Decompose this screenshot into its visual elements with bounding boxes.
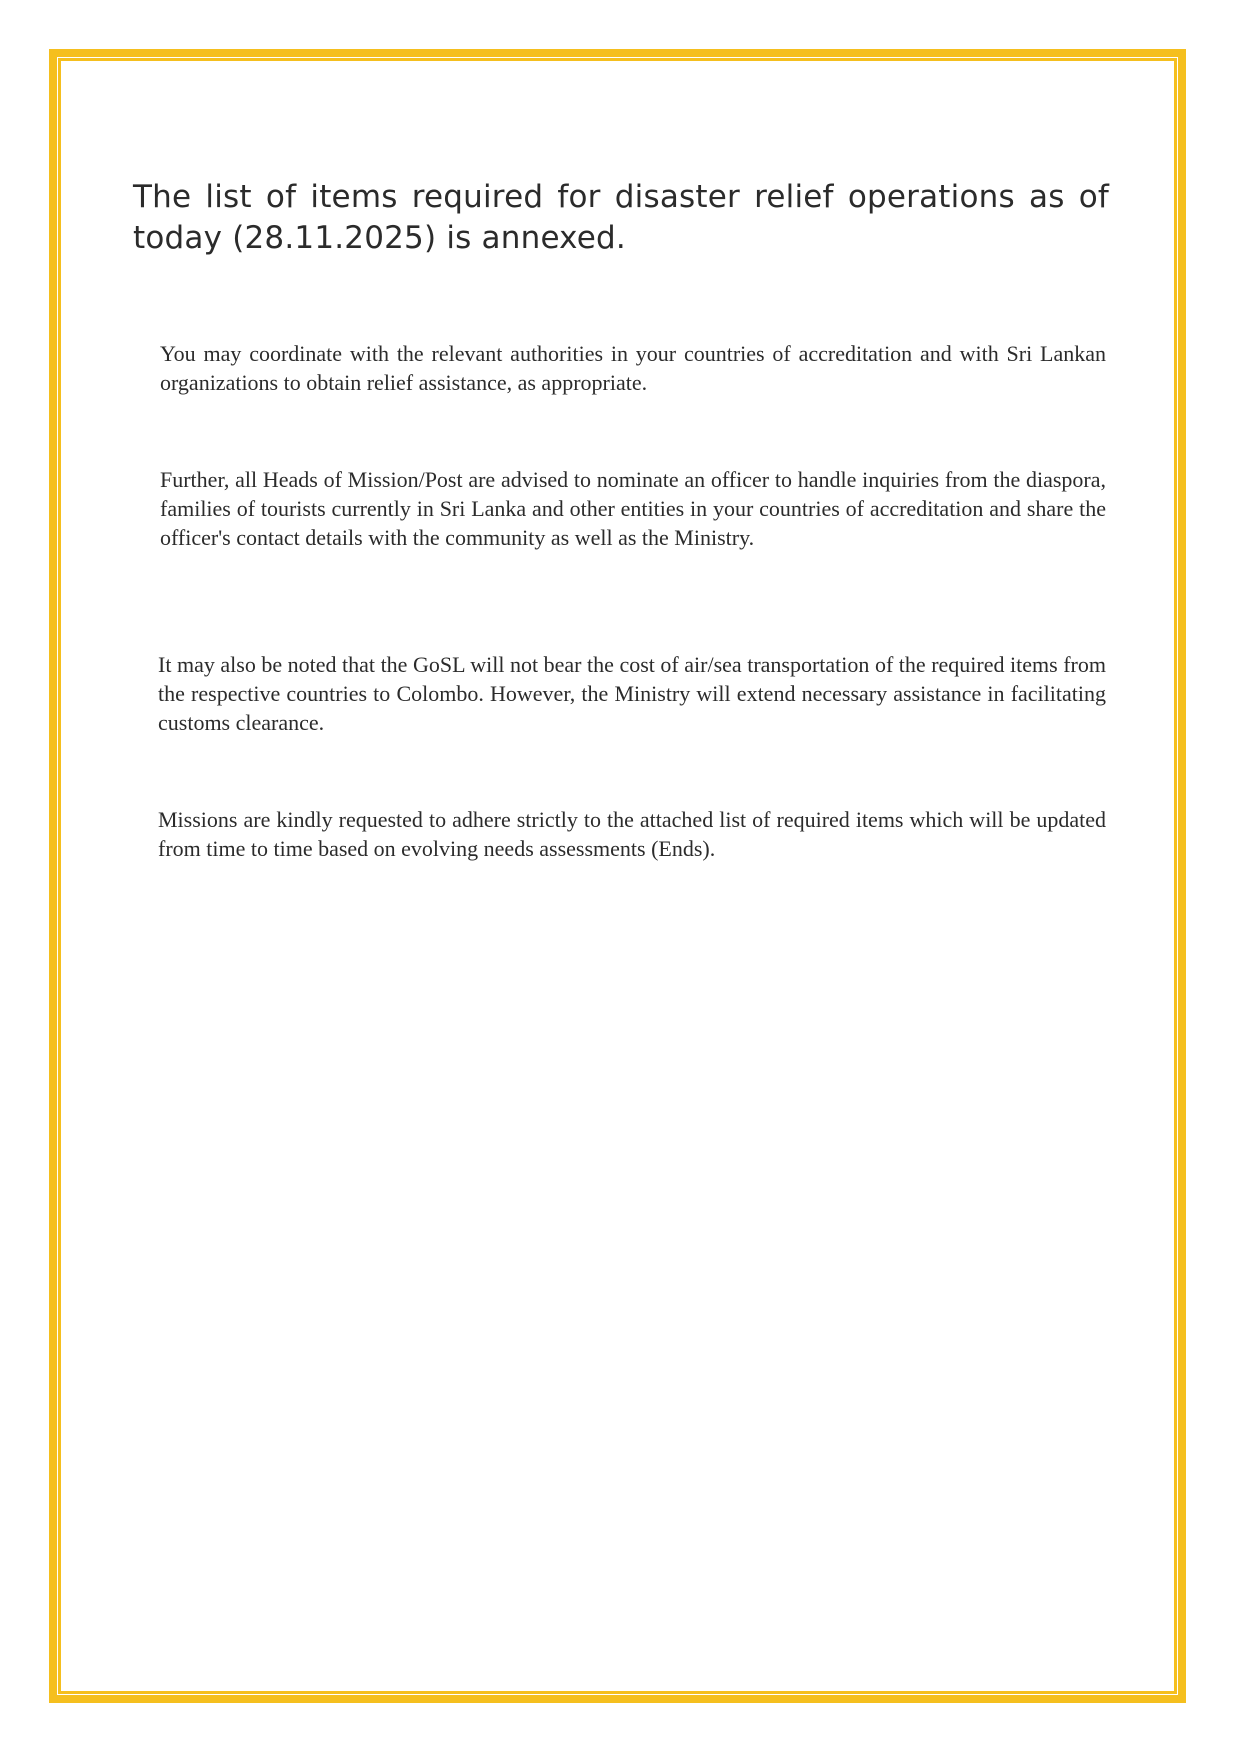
paragraph-coordination: You may coordinate with the relevant authorities in your countries of accreditation and with Sri Lankan organizations to obtain relief assistance, as appropriate. xyxy=(160,341,1106,395)
page-border-inner xyxy=(58,58,1177,1694)
document-heading: The list of items required for disaster relief operations as of today (28.11.2025) is annexed. xyxy=(133,179,1109,256)
paragraph-nominate-officer: Further, all Heads of Mission/Post are advised to nominate an officer to handle inquiries from the diaspora, families of tourists currently in Sri Lanka and other entities in your countries of accreditation and share the officer's contact details with the community as well as the Ministry. xyxy=(160,467,1106,550)
paragraph-transport-cost: It may also be noted that the GoSL will not bear the cost of air/sea transportation of the required items from the respective countries to Colombo. However, the Ministry will extend necessary assistance in facilitating customs clearance. xyxy=(158,652,1106,735)
paragraph-adhere-list: Missions are kindly requested to adhere strictly to the attached list of required items which will be updated from time to time based on evolving needs assessments (Ends). xyxy=(158,807,1106,861)
